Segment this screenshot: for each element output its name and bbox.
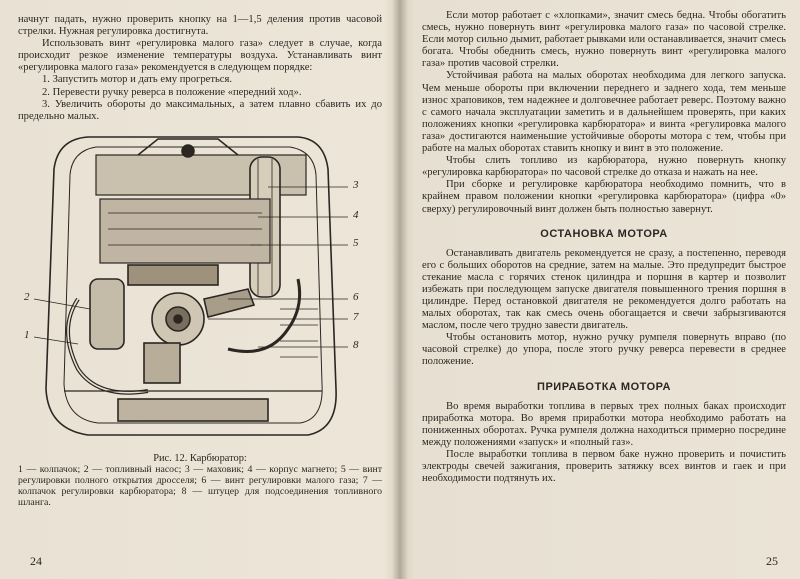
callout-4: 4 [353,208,359,221]
callout-6: 6 [353,290,359,303]
right-paragraph-1: Если мотор работает с «хлопками», значит смесь бедна. Чтобы обогатить смесь, нужно повернуть винт «регулировка малого газа» по часовой стрелке. Если мотор сильно дымит, работает рывками или останавливается, значит смесь богата. Чтобы обеднить смесь, нужно повернуть винт «регулировка малого газа» против часовой стрелки. [422,10,786,70]
callout-3: 3 [353,178,359,191]
callout-2: 2 [24,290,30,303]
right-page [402,0,800,579]
carburetor-drawing [18,129,378,449]
screw-paragraph: Использовать винт «регулировка малого газа» следует в случае, когда происходит резкое изменение температуры воздуха. Устанавливать винт «регулировка малого газа» рекомендуется в следующем порядке: [18,38,382,74]
heading-stop-motor: ОСТАНОВКА МОТОРА [540,227,668,240]
right-paragraph-3: Чтобы слить топливо из карбюратора, нужно повернуть кнопку «регулировка карбюратора» по часовой стрелке до отказа и нажать на нее. [422,155,786,179]
right-paragraph-7: Во время выработки топлива в первых трех полных баках происходит приработка мотора. Во время приработки мотора необходимо работать на пониженных оборотах. Ручка румпеля должна находиться примерно посредине между положениями «запуск» и «полный газ». [422,400,786,448]
carburetor-figure [18,129,378,449]
right-paragraph-8: После выработки топлива в первом баке нужно проверить и почистить электроды свечей зажигания, проверить затяжку всех винтов и гаек и при необходимости подтянуть их. [422,448,786,485]
caption-title: Рис. 12. Карбюратор: [153,452,247,464]
right-paragraph-5: Останавливать двигатель рекомендуется не сразу, а постепенно, переводя его с больших оборотов на средние, затем на малые. Это предупредит быстрое стекание масла с горячих стенок цилиндра и поршня в картер и позволит избежать при последующем запуске двигателя повышенного трения поршня в цилиндре. Перед остановкой двигателя не рекомендуется долго работать на малых оборотах, так как смесь очень обогащается и свечи забрызгиваются маслом, после чего трудно завести двигатель. [422,247,786,332]
step-1: 1. Запустить мотор и дать ему прогреться. [42,74,233,86]
step-2: 2. Перевести ручку реверса в положение «передний ход». [42,86,302,98]
page-number-right: 25 [766,554,778,568]
callout-7: 7 [353,310,359,323]
heading-break-in: ПРИРАБОТКА МОТОРА [537,380,671,393]
right-paragraph-2: Устойчивая работа на малых оборотах необходима для легкого запуска. Чем меньше обороты при включении переднего и заднего хода, тем меньше износ храповиков, тем надежнее и долговечнее работает реверс. Поэтому важно с самого начала эксплуатации заметить и в дальнейшем проверять, при каких положениях кнопки «регулировка карбюратора» и винта «регулировка малого газа» достигаются наименьшие устойчивые обороты мотора с тем, чтобы при работе на малых оборотах ставить кнопку и винт в это положение. [422,70,786,155]
page-number-left: 24 [30,554,42,568]
caption-text: 1 — колпачок; 2 — топливный насос; 3 — маховик; 4 — корпус магнето; 5 — винт регулировки полного открытия дросселя; 6 — винт регулировки малого газа; 7 — колпачок регулировки карбюратора; 8 — штуцер для подсоединения топливного шланга. [18,463,382,508]
figure-caption [18,453,382,508]
right-paragraph-6: Чтобы остановить мотор, нужно ручку румпеля повернуть вправо (по часовой стрелке) до упора, после этого ручку реверса перевести в среднее положение. [422,332,786,368]
callout-5: 5 [353,236,359,249]
callout-1: 1 [24,328,30,341]
right-paragraph-4: При сборке и регулировке карбюратора необходимо помнить, что в крайнем правом положении кнопки «регулировка карбюратора» (цифра «0» сверху) регулировочный винт должен быть полностью завернут. [422,179,786,215]
left-page [0,0,398,579]
intro-paragraph: начнут падать, нужно проверить кнопку на 1—1,5 деления против часовой стрелки. Нужная регулировка достигнута. [18,14,382,38]
callout-8: 8 [353,338,359,351]
step-3: 3. Увеличить обороты до максимальных, а затем плавно сбавить их до предельно малых. [18,98,382,122]
steps-list [18,74,382,122]
